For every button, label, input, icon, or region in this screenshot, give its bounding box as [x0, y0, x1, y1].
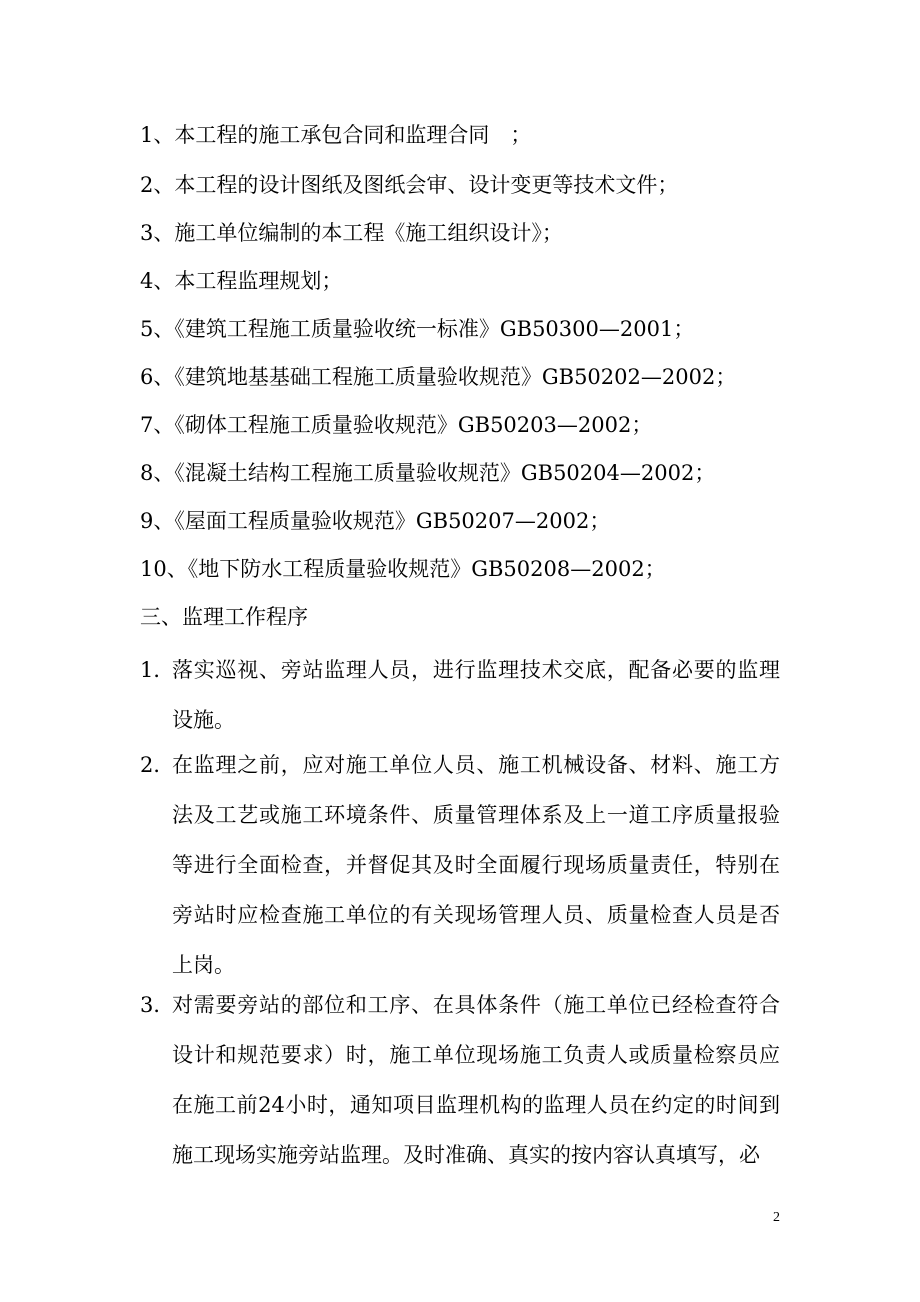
- procedure-text: 在监理之前，应对施工单位人员、施工机械设备、材料、施工方法及工艺或施工环境条件、质量管理体系及上一道工序质量报验等进行全面检查，并督促其及时全面履行现场质量责任，特别在旁站时应检查施工单位的有关现场管理人员、质量检查人员是否上岗。: [172, 753, 780, 977]
- reference-item-8: 8、《混凝土结构工程施工质量验收规范》GB50204—2002；: [140, 461, 716, 485]
- reference-item-10: 10、《地下防水工程质量验收规范》GB50208—2002；: [140, 557, 666, 581]
- reference-item-9: 9、《屋面工程质量验收规范》GB50207—2002；: [140, 509, 611, 533]
- procedure-text: 落实巡视、旁站监理人员，进行监理技术交底，配备必要的监理设施。: [172, 658, 780, 732]
- section-heading: 三、监理工作程序: [140, 605, 308, 629]
- page-number: 2: [773, 1210, 780, 1225]
- procedure-number: 1．: [140, 658, 175, 682]
- procedure-text: 对需要旁站的部位和工序、在具体条件（施工单位已经检查符合设计和规范要求）时，施工单位现场施工负责人或质量检察员应在施工前24小时，通知项目监理机构的监理人员在约定的时间到施工现场实施旁站监理。及时准确、真实的按内容认真填写，必: [172, 993, 780, 1167]
- reference-item-5: 5、《建筑工程施工质量验收统一标准》GB50300—2001；: [140, 317, 695, 341]
- reference-item-1: 1、本工程的施工承包合同和监理合同 ；: [140, 123, 532, 147]
- procedure-item-2: [140, 740, 780, 990]
- procedure-number: 2．: [140, 753, 175, 777]
- procedure-item-3: [140, 980, 780, 1180]
- reference-item-3: 3、施工单位编制的本工程《施工组织设计》；: [140, 221, 563, 245]
- procedure-number: 3．: [140, 993, 175, 1017]
- reference-item-6: 6、《建筑地基基础工程施工质量验收规范》GB50202—2002；: [140, 365, 737, 389]
- reference-item-7: 7、《砌体工程施工质量验收规范》GB50203—2002；: [140, 413, 653, 437]
- reference-item-2: 2、本工程的设计图纸及图纸会审、设计变更等技术文件；: [140, 173, 679, 197]
- reference-item-4: 4、本工程监理规划；: [140, 269, 343, 293]
- procedure-item-1: [140, 645, 780, 745]
